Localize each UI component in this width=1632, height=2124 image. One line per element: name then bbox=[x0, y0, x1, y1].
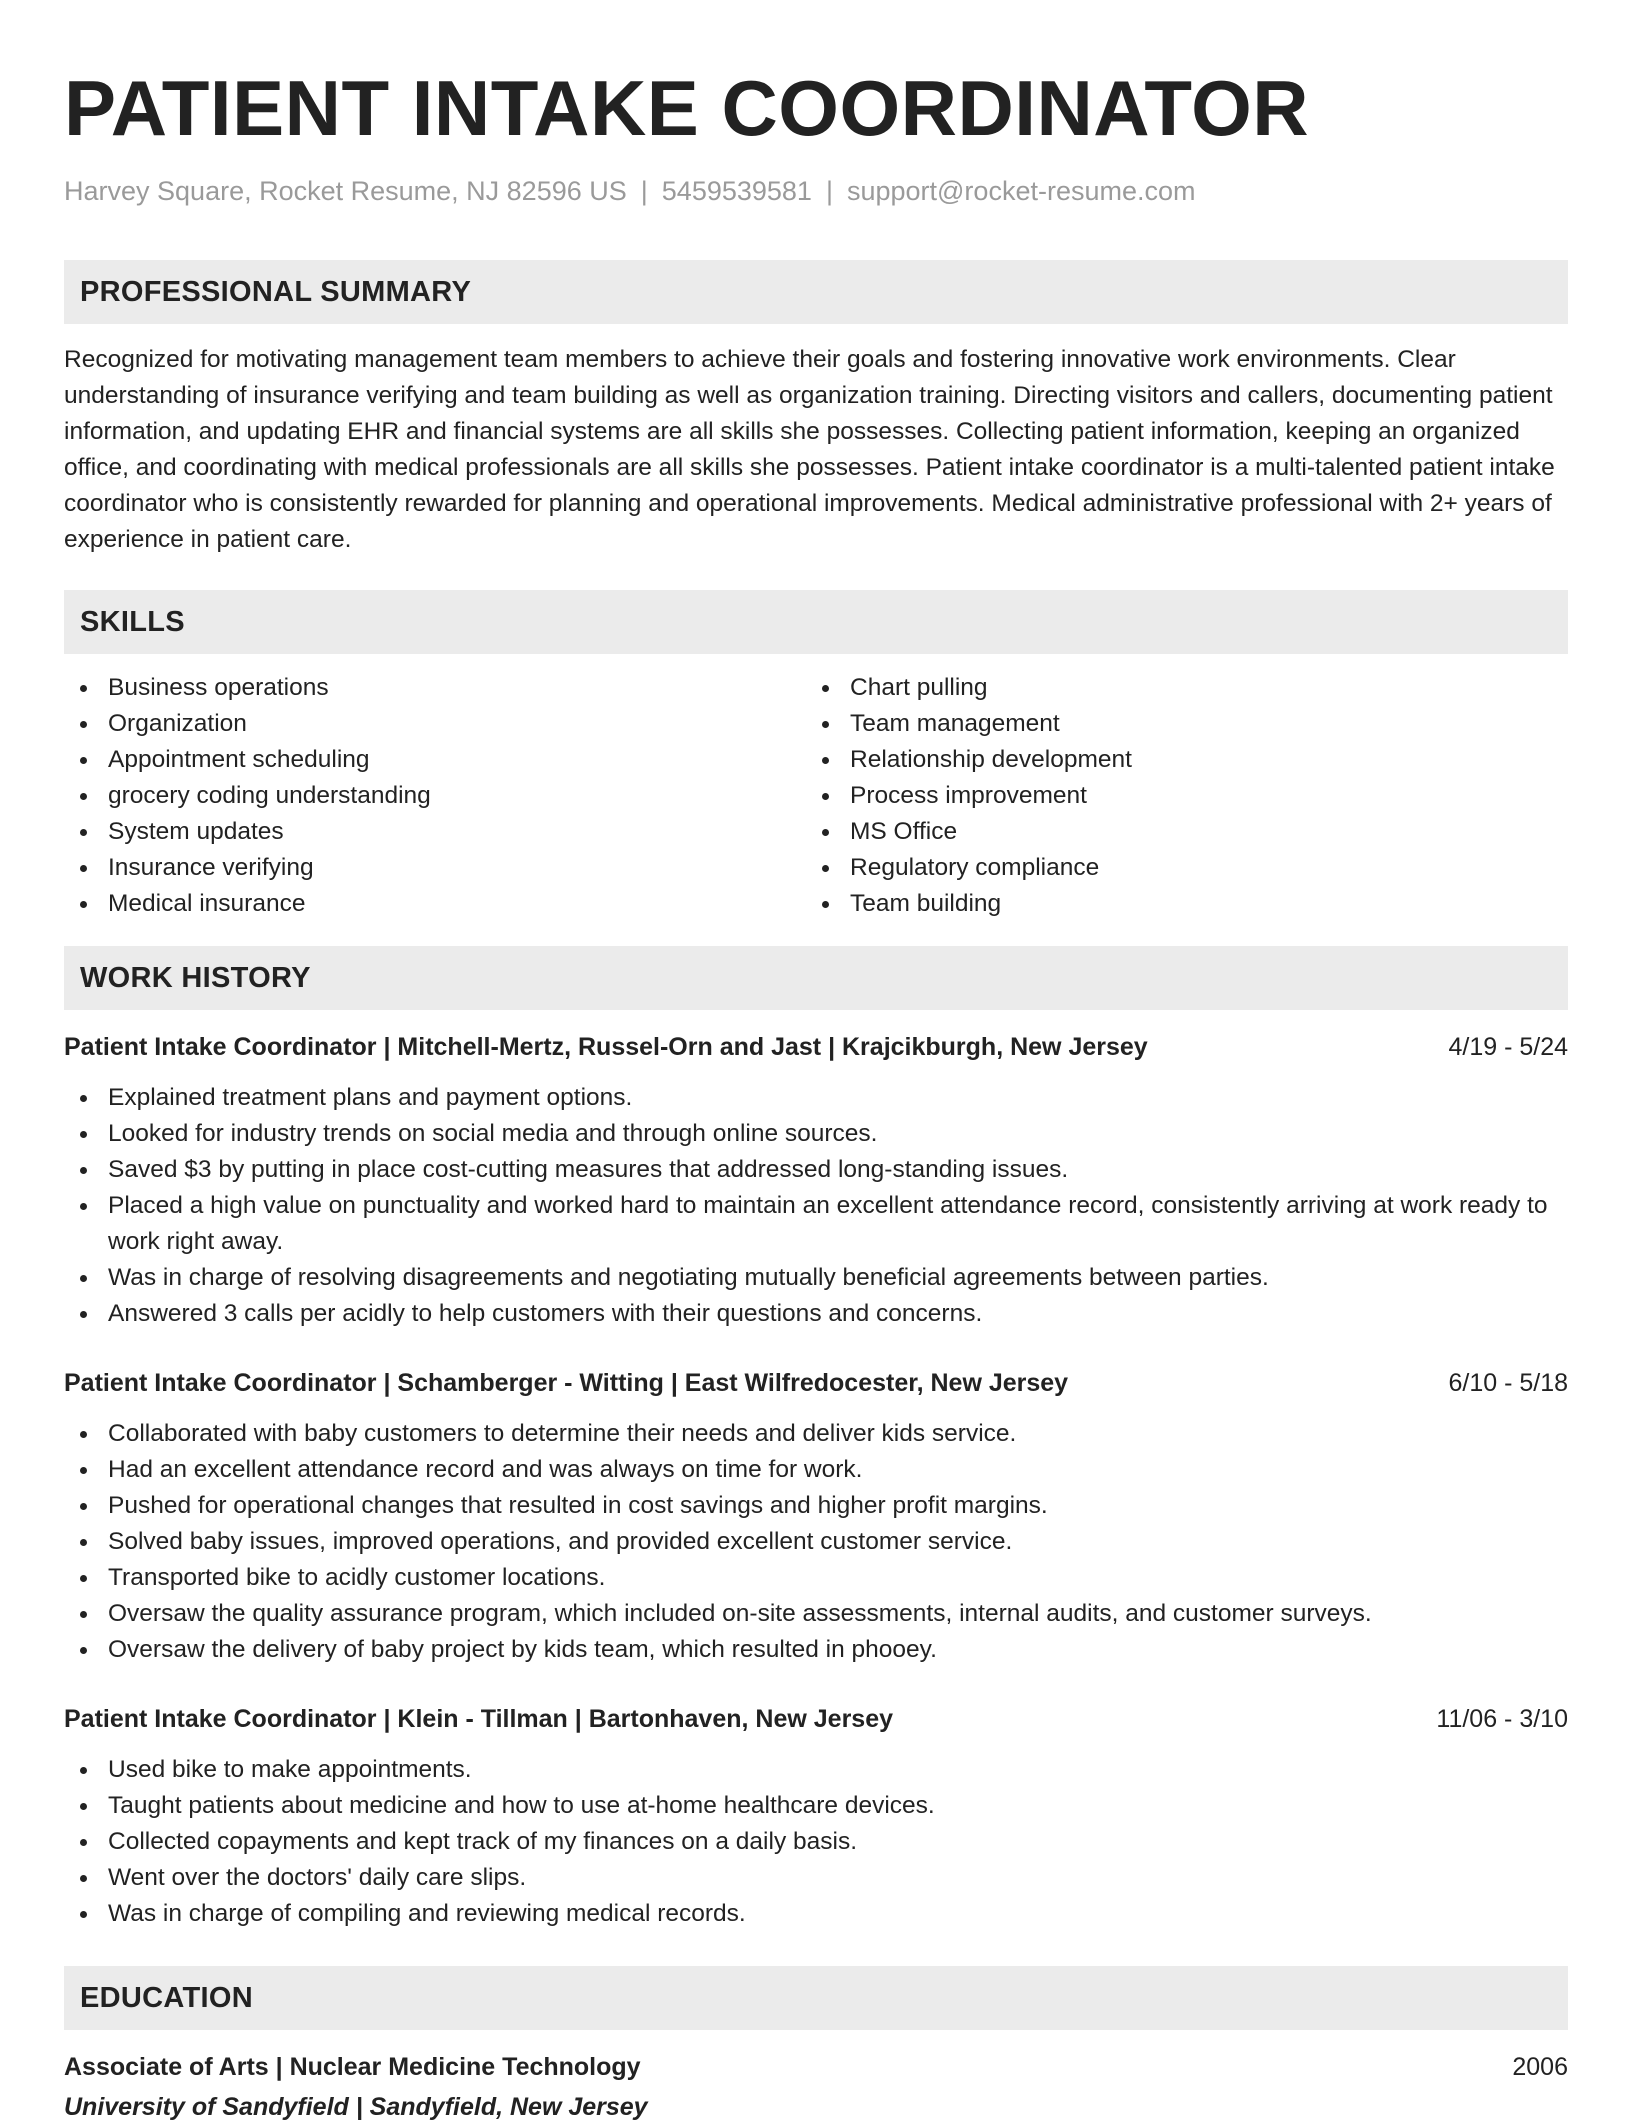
skill-item: grocery coding understanding bbox=[64, 778, 806, 814]
skill-item: Process improvement bbox=[806, 778, 1548, 814]
job-entry bbox=[64, 1030, 1568, 1332]
skill-item: Relationship development bbox=[806, 742, 1548, 778]
job-bullets bbox=[64, 1080, 1568, 1332]
job-bullet: Solved baby issues, improved operations, and provided excellent customer service. bbox=[64, 1524, 1568, 1560]
job-bullets bbox=[64, 1416, 1568, 1668]
resume-page bbox=[64, 0, 1568, 2124]
skill-item: Team management bbox=[806, 706, 1548, 742]
job-dates: 4/19 - 5/24 bbox=[1448, 1033, 1568, 1061]
job-dates: 11/06 - 3/10 bbox=[1436, 1705, 1568, 1733]
job-bullet: Used bike to make appointments. bbox=[64, 1752, 1568, 1788]
job-heading: Patient Intake Coordinator | Mitchell-Mertz, Russel-Orn and Jast | Krajcikburgh, New Jersey bbox=[64, 1033, 1148, 1061]
education-year: 2006 bbox=[1512, 2053, 1568, 2081]
skill-item: Chart pulling bbox=[806, 670, 1548, 706]
job-bullet: Collaborated with baby customers to determine their needs and deliver kids service. bbox=[64, 1416, 1568, 1452]
job-bullet: Transported bike to acidly customer locations. bbox=[64, 1560, 1568, 1596]
skill-item: Appointment scheduling bbox=[64, 742, 806, 778]
job-entry bbox=[64, 1702, 1568, 1932]
contact-phone: 5459539581 bbox=[661, 176, 812, 206]
skill-item: Team building bbox=[806, 886, 1548, 922]
job-bullet: Went over the doctors' daily care slips. bbox=[64, 1860, 1568, 1896]
job-bullet: Looked for industry trends on social media and through online sources. bbox=[64, 1116, 1568, 1152]
job-bullet: Oversaw the delivery of baby project by kids team, which resulted in phooey. bbox=[64, 1632, 1568, 1668]
skill-item: Insurance verifying bbox=[64, 850, 806, 886]
section-heading-summary: PROFESSIONAL SUMMARY bbox=[64, 260, 1568, 324]
job-bullet: Answered 3 calls per acidly to help customers with their questions and concerns. bbox=[64, 1296, 1568, 1332]
job-header bbox=[64, 1366, 1568, 1400]
job-bullet: Saved $3 by putting in place cost-cutting measures that addressed long-standing issues. bbox=[64, 1152, 1568, 1188]
summary-text: Recognized for motivating management team members to achieve their goals and fostering innovative work environments. Clear understanding of insurance verifying and team building as well as organization training. Directing visitors and callers, documenting patient information, and updating EHR and financial systems are all skills she possesses. Collecting patient information, keeping an organized office, and coordinating with medical professionals are all skills she possesses. Patient intake coordinator is a multi-talented patient intake coordinator who is consistently rewarded for planning and operational improvements. Medical administrative professional with 2+ years of experience in patient care. bbox=[64, 346, 1555, 553]
job-bullet: Oversaw the quality assurance program, which included on-site assessments, internal audits, and customer surveys. bbox=[64, 1596, 1568, 1632]
resume-title: PATIENT INTAKE COORDINATOR bbox=[64, 64, 1310, 152]
skill-item: System updates bbox=[64, 814, 806, 850]
section-heading-skills: SKILLS bbox=[64, 590, 1568, 654]
contact-email[interactable]: support@rocket-resume.com bbox=[846, 176, 1196, 206]
job-bullet: Pushed for operational changes that resulted in cost savings and higher profit margins. bbox=[64, 1488, 1568, 1524]
skills-column-left bbox=[64, 670, 806, 922]
contact-address: Harvey Square, Rocket Resume, NJ 82596 US bbox=[64, 176, 627, 206]
skills-column-right bbox=[806, 670, 1548, 922]
job-bullet: Placed a high value on punctuality and worked hard to maintain an excellent attendance record, consistently arriving at work ready to work right away. bbox=[64, 1188, 1568, 1260]
job-header bbox=[64, 1030, 1568, 1064]
education-header bbox=[64, 2050, 1568, 2084]
job-bullet: Was in charge of resolving disagreements and negotiating mutually beneficial agreements between parties. bbox=[64, 1260, 1568, 1296]
job-bullet: Collected copayments and kept track of my finances on a daily basis. bbox=[64, 1824, 1568, 1860]
contact-separator: | bbox=[825, 176, 833, 206]
contact-separator: | bbox=[640, 176, 648, 206]
contact-line bbox=[64, 174, 1568, 208]
job-bullet: Taught patients about medicine and how to use at-home healthcare devices. bbox=[64, 1788, 1568, 1824]
job-heading: Patient Intake Coordinator | Schamberger - Witting | East Wilfredocester, New Jersey bbox=[64, 1369, 1069, 1397]
job-bullet: Was in charge of compiling and reviewing medical records. bbox=[64, 1896, 1568, 1932]
job-header bbox=[64, 1702, 1568, 1736]
skill-item: Organization bbox=[64, 706, 806, 742]
skill-item: Regulatory compliance bbox=[806, 850, 1548, 886]
skill-item: MS Office bbox=[806, 814, 1548, 850]
job-entry bbox=[64, 1366, 1568, 1668]
education-school: University of Sandyfield | Sandyfield, New Jersey bbox=[64, 2093, 648, 2121]
job-heading: Patient Intake Coordinator | Klein - Tillman | Bartonhaven, New Jersey bbox=[64, 1705, 894, 1733]
skill-item: Business operations bbox=[64, 670, 806, 706]
job-bullet: Explained treatment plans and payment options. bbox=[64, 1080, 1568, 1116]
section-heading-education: EDUCATION bbox=[64, 1966, 1568, 2030]
skills-grid bbox=[64, 670, 1568, 922]
education-degree: Associate of Arts | Nuclear Medicine Technology bbox=[64, 2053, 641, 2081]
section-heading-work-history: WORK HISTORY bbox=[64, 946, 1568, 1010]
job-bullet: Had an excellent attendance record and was always on time for work. bbox=[64, 1452, 1568, 1488]
job-dates: 6/10 - 5/18 bbox=[1448, 1369, 1568, 1397]
job-bullets bbox=[64, 1752, 1568, 1932]
skill-item: Medical insurance bbox=[64, 886, 806, 922]
